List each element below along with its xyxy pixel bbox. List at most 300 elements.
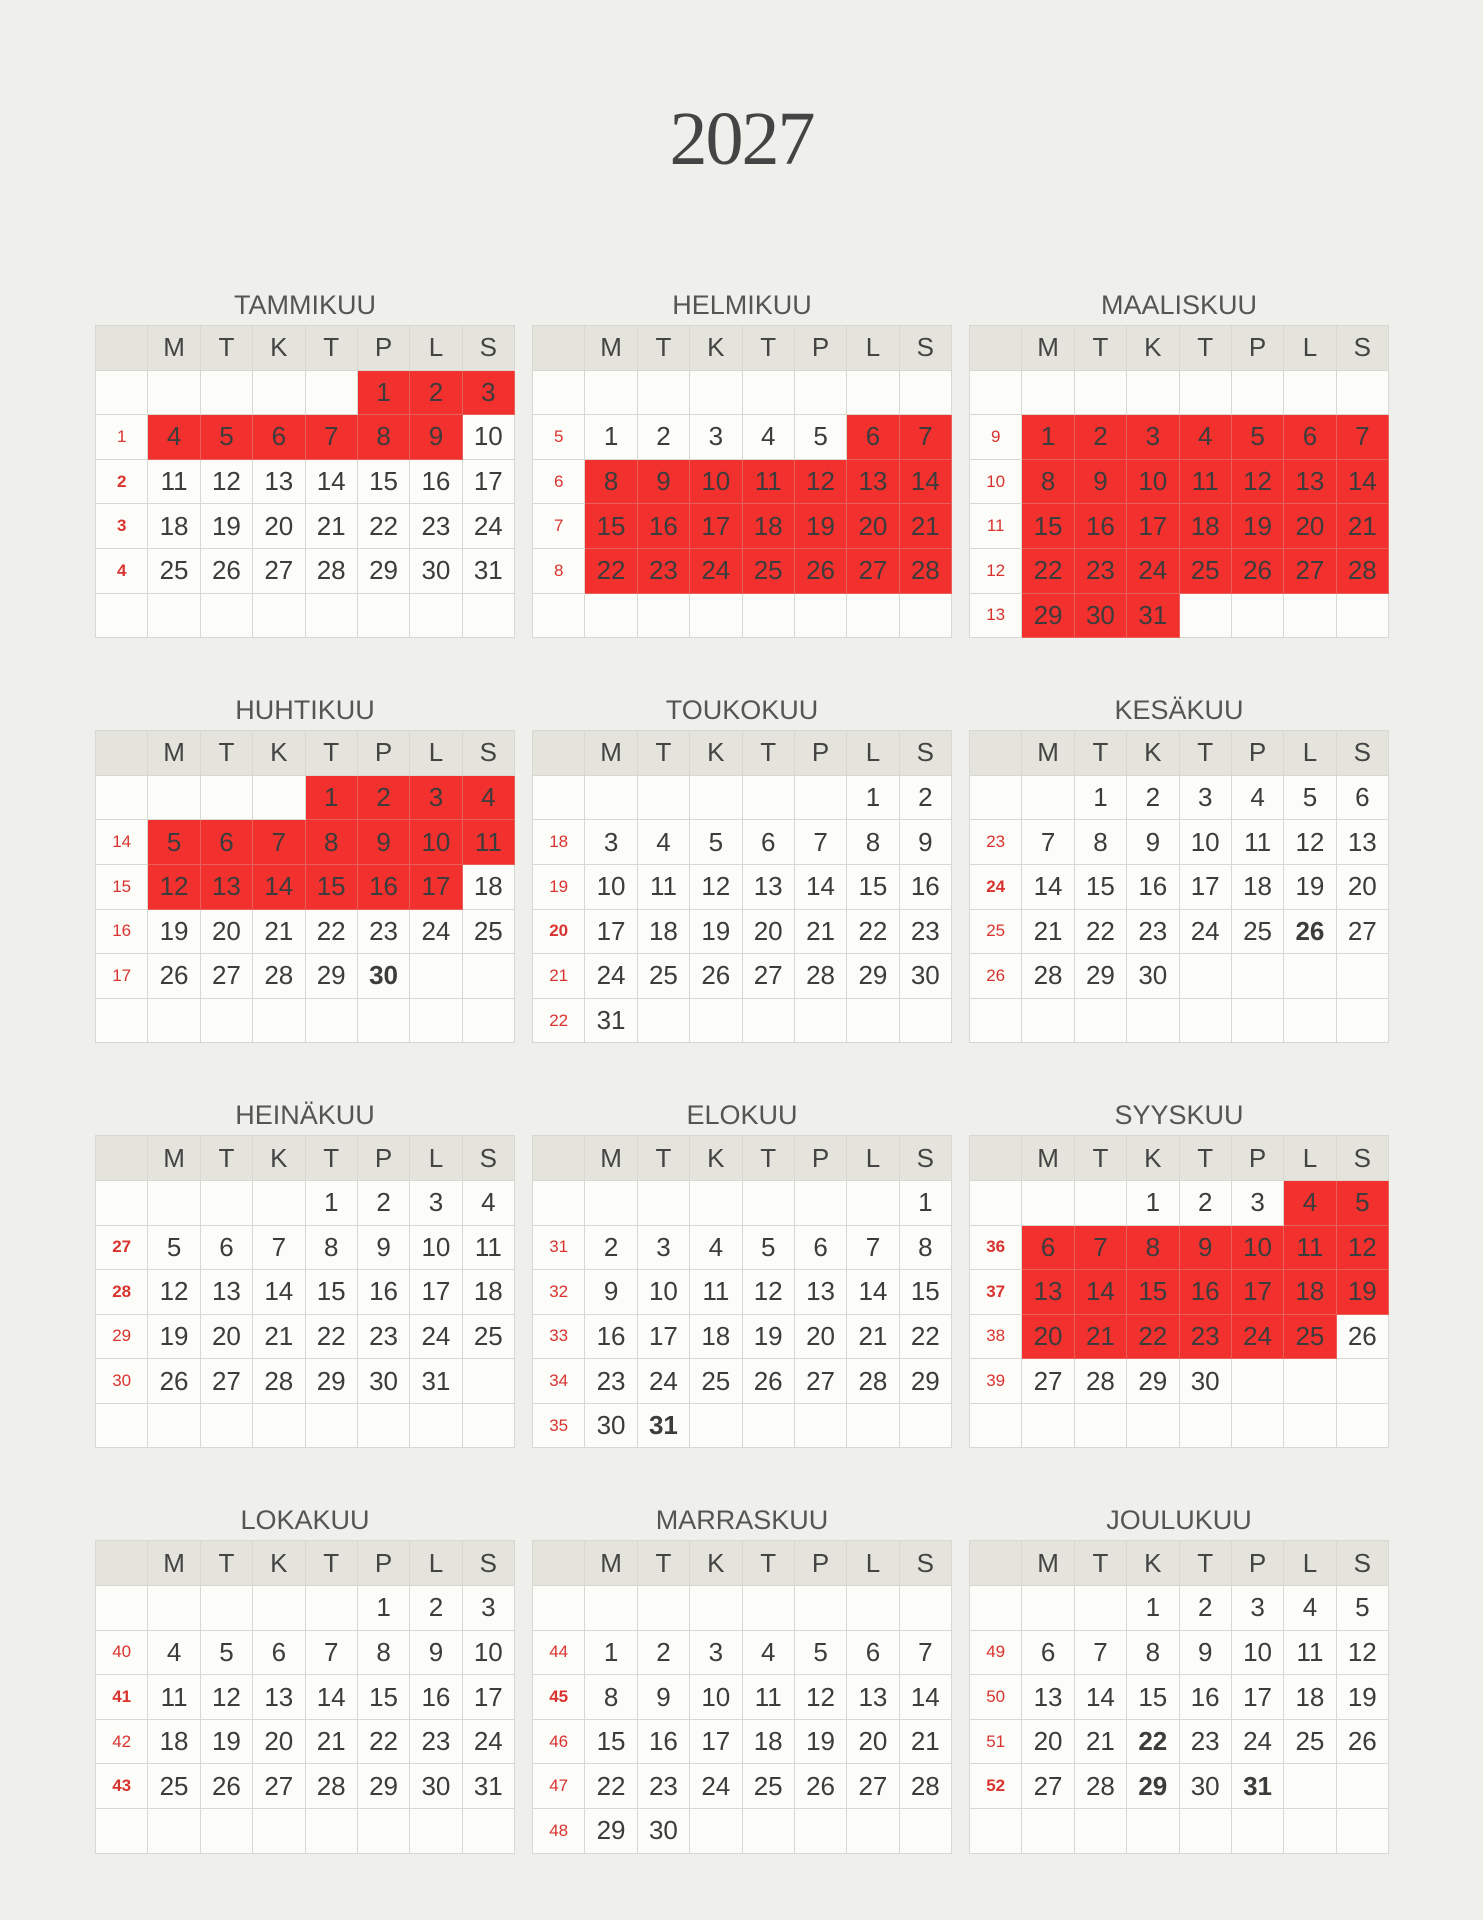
day-cell[interactable]: 20: [1284, 504, 1336, 549]
day-cell[interactable]: 17: [1231, 1270, 1283, 1315]
day-cell[interactable]: 3: [1231, 1180, 1283, 1225]
day-cell[interactable]: 13: [742, 864, 794, 909]
day-cell[interactable]: 2: [1127, 775, 1179, 820]
day-cell[interactable]: 27: [200, 1359, 252, 1404]
day-cell[interactable]: 13: [1336, 820, 1388, 865]
day-cell[interactable]: 15: [1022, 504, 1074, 549]
day-cell[interactable]: 5: [1336, 1586, 1388, 1631]
day-cell[interactable]: 30: [357, 1359, 409, 1404]
day-cell[interactable]: 1: [1022, 415, 1074, 460]
day-cell[interactable]: 8: [585, 1675, 637, 1720]
day-cell[interactable]: 18: [1284, 1675, 1336, 1720]
day-cell[interactable]: 21: [847, 1314, 899, 1359]
day-cell[interactable]: 29: [1127, 1359, 1179, 1404]
day-cell[interactable]: 10: [1127, 459, 1179, 504]
day-cell[interactable]: 21: [253, 909, 305, 954]
day-cell[interactable]: 6: [794, 1225, 846, 1270]
day-cell[interactable]: 16: [1179, 1270, 1231, 1315]
day-cell[interactable]: 1: [585, 415, 637, 460]
day-cell[interactable]: 14: [1336, 459, 1388, 504]
day-cell[interactable]: 13: [794, 1270, 846, 1315]
day-cell[interactable]: 24: [637, 1359, 689, 1404]
day-cell[interactable]: 26: [1231, 548, 1283, 593]
day-cell[interactable]: 31: [1127, 593, 1179, 638]
day-cell[interactable]: 23: [1179, 1719, 1231, 1764]
day-cell[interactable]: 29: [585, 1809, 637, 1854]
day-cell[interactable]: 27: [847, 1764, 899, 1809]
day-cell[interactable]: 24: [585, 954, 637, 999]
day-cell[interactable]: 3: [1231, 1586, 1283, 1631]
day-cell[interactable]: 9: [585, 1270, 637, 1315]
day-cell[interactable]: 13: [200, 1270, 252, 1315]
day-cell[interactable]: 12: [148, 864, 200, 909]
day-cell[interactable]: 30: [357, 954, 409, 999]
day-cell[interactable]: 10: [1231, 1630, 1283, 1675]
day-cell[interactable]: 9: [1179, 1630, 1231, 1675]
day-cell[interactable]: 7: [253, 820, 305, 865]
day-cell[interactable]: 25: [690, 1359, 742, 1404]
day-cell[interactable]: 12: [794, 459, 846, 504]
day-cell[interactable]: 21: [1336, 504, 1388, 549]
day-cell[interactable]: 22: [305, 909, 357, 954]
day-cell[interactable]: 24: [410, 909, 462, 954]
day-cell[interactable]: 20: [1336, 864, 1388, 909]
day-cell[interactable]: 14: [847, 1270, 899, 1315]
day-cell[interactable]: 6: [1022, 1225, 1074, 1270]
day-cell[interactable]: 26: [690, 954, 742, 999]
day-cell[interactable]: 10: [637, 1270, 689, 1315]
day-cell[interactable]: 30: [1127, 954, 1179, 999]
day-cell[interactable]: 10: [462, 415, 514, 460]
day-cell[interactable]: 29: [847, 954, 899, 999]
day-cell[interactable]: 27: [1022, 1359, 1074, 1404]
day-cell[interactable]: 25: [1179, 548, 1231, 593]
day-cell[interactable]: 26: [742, 1359, 794, 1404]
day-cell[interactable]: 24: [690, 548, 742, 593]
day-cell[interactable]: 16: [1127, 864, 1179, 909]
day-cell[interactable]: 25: [1231, 909, 1283, 954]
day-cell[interactable]: 17: [690, 1719, 742, 1764]
day-cell[interactable]: 3: [690, 1630, 742, 1675]
day-cell[interactable]: 12: [1284, 820, 1336, 865]
day-cell[interactable]: 23: [585, 1359, 637, 1404]
day-cell[interactable]: 7: [899, 1630, 951, 1675]
day-cell[interactable]: 22: [899, 1314, 951, 1359]
day-cell[interactable]: 25: [148, 548, 200, 593]
day-cell[interactable]: 6: [742, 820, 794, 865]
day-cell[interactable]: 1: [305, 775, 357, 820]
day-cell[interactable]: 13: [1284, 459, 1336, 504]
day-cell[interactable]: 8: [1074, 820, 1126, 865]
day-cell[interactable]: 28: [899, 548, 951, 593]
day-cell[interactable]: 28: [253, 954, 305, 999]
day-cell[interactable]: 24: [462, 504, 514, 549]
day-cell[interactable]: 14: [305, 1675, 357, 1720]
day-cell[interactable]: 16: [357, 864, 409, 909]
day-cell[interactable]: 1: [357, 1586, 409, 1631]
day-cell[interactable]: 14: [1022, 864, 1074, 909]
day-cell[interactable]: 24: [1179, 909, 1231, 954]
day-cell[interactable]: 20: [1022, 1314, 1074, 1359]
day-cell[interactable]: 20: [794, 1314, 846, 1359]
day-cell[interactable]: 18: [148, 1719, 200, 1764]
day-cell[interactable]: 3: [462, 370, 514, 415]
day-cell[interactable]: 11: [690, 1270, 742, 1315]
day-cell[interactable]: 13: [847, 459, 899, 504]
day-cell[interactable]: 1: [357, 370, 409, 415]
day-cell[interactable]: 23: [410, 504, 462, 549]
day-cell[interactable]: 29: [899, 1359, 951, 1404]
day-cell[interactable]: 11: [148, 1675, 200, 1720]
day-cell[interactable]: 7: [305, 415, 357, 460]
day-cell[interactable]: 2: [1074, 415, 1126, 460]
day-cell[interactable]: 22: [357, 504, 409, 549]
day-cell[interactable]: 8: [357, 1630, 409, 1675]
day-cell[interactable]: 29: [305, 954, 357, 999]
day-cell[interactable]: 16: [410, 459, 462, 504]
day-cell[interactable]: 19: [200, 504, 252, 549]
day-cell[interactable]: 18: [1231, 864, 1283, 909]
day-cell[interactable]: 12: [1336, 1225, 1388, 1270]
day-cell[interactable]: 2: [585, 1225, 637, 1270]
day-cell[interactable]: 4: [637, 820, 689, 865]
day-cell[interactable]: 20: [253, 504, 305, 549]
day-cell[interactable]: 8: [1127, 1225, 1179, 1270]
day-cell[interactable]: 9: [637, 459, 689, 504]
day-cell[interactable]: 3: [410, 775, 462, 820]
day-cell[interactable]: 4: [1179, 415, 1231, 460]
day-cell[interactable]: 7: [1336, 415, 1388, 460]
day-cell[interactable]: 17: [1231, 1675, 1283, 1720]
day-cell[interactable]: 2: [637, 1630, 689, 1675]
day-cell[interactable]: 20: [847, 1719, 899, 1764]
day-cell[interactable]: 7: [847, 1225, 899, 1270]
day-cell[interactable]: 27: [253, 1764, 305, 1809]
day-cell[interactable]: 28: [305, 548, 357, 593]
day-cell[interactable]: 8: [847, 820, 899, 865]
day-cell[interactable]: 18: [148, 504, 200, 549]
day-cell[interactable]: 9: [1127, 820, 1179, 865]
day-cell[interactable]: 4: [462, 775, 514, 820]
day-cell[interactable]: 10: [690, 1675, 742, 1720]
day-cell[interactable]: 12: [148, 1270, 200, 1315]
day-cell[interactable]: 18: [1284, 1270, 1336, 1315]
day-cell[interactable]: 1: [1127, 1180, 1179, 1225]
day-cell[interactable]: 25: [462, 909, 514, 954]
day-cell[interactable]: 22: [1127, 1314, 1179, 1359]
day-cell[interactable]: 29: [357, 1764, 409, 1809]
day-cell[interactable]: 11: [148, 459, 200, 504]
day-cell[interactable]: 27: [1284, 548, 1336, 593]
day-cell[interactable]: 15: [1127, 1675, 1179, 1720]
day-cell[interactable]: 29: [305, 1359, 357, 1404]
day-cell[interactable]: 15: [357, 1675, 409, 1720]
day-cell[interactable]: 16: [585, 1314, 637, 1359]
day-cell[interactable]: 18: [462, 1270, 514, 1315]
day-cell[interactable]: 9: [1074, 459, 1126, 504]
day-cell[interactable]: 24: [462, 1719, 514, 1764]
day-cell[interactable]: 26: [1336, 1314, 1388, 1359]
day-cell[interactable]: 27: [794, 1359, 846, 1404]
day-cell[interactable]: 13: [1022, 1675, 1074, 1720]
day-cell[interactable]: 16: [410, 1675, 462, 1720]
day-cell[interactable]: 26: [794, 1764, 846, 1809]
day-cell[interactable]: 27: [847, 548, 899, 593]
day-cell[interactable]: 12: [1336, 1630, 1388, 1675]
day-cell[interactable]: 10: [410, 1225, 462, 1270]
day-cell[interactable]: 17: [462, 1675, 514, 1720]
day-cell[interactable]: 16: [1074, 504, 1126, 549]
day-cell[interactable]: 31: [637, 1403, 689, 1448]
day-cell[interactable]: 2: [357, 775, 409, 820]
day-cell[interactable]: 4: [1284, 1180, 1336, 1225]
day-cell[interactable]: 31: [1231, 1764, 1283, 1809]
day-cell[interactable]: 6: [847, 415, 899, 460]
day-cell[interactable]: 18: [462, 864, 514, 909]
day-cell[interactable]: 17: [1127, 504, 1179, 549]
day-cell[interactable]: 7: [794, 820, 846, 865]
day-cell[interactable]: 15: [1127, 1270, 1179, 1315]
day-cell[interactable]: 25: [1284, 1719, 1336, 1764]
day-cell[interactable]: 5: [200, 1630, 252, 1675]
day-cell[interactable]: 5: [200, 415, 252, 460]
day-cell[interactable]: 15: [847, 864, 899, 909]
day-cell[interactable]: 6: [1336, 775, 1388, 820]
day-cell[interactable]: 26: [200, 1764, 252, 1809]
day-cell[interactable]: 23: [357, 909, 409, 954]
day-cell[interactable]: 21: [1074, 1314, 1126, 1359]
day-cell[interactable]: 2: [1179, 1586, 1231, 1631]
day-cell[interactable]: 22: [585, 1764, 637, 1809]
day-cell[interactable]: 7: [253, 1225, 305, 1270]
day-cell[interactable]: 11: [1284, 1630, 1336, 1675]
day-cell[interactable]: 11: [1284, 1225, 1336, 1270]
day-cell[interactable]: 15: [585, 504, 637, 549]
day-cell[interactable]: 5: [794, 1630, 846, 1675]
day-cell[interactable]: 31: [462, 548, 514, 593]
day-cell[interactable]: 13: [200, 864, 252, 909]
day-cell[interactable]: 9: [899, 820, 951, 865]
day-cell[interactable]: 12: [1231, 459, 1283, 504]
day-cell[interactable]: 17: [410, 864, 462, 909]
day-cell[interactable]: 30: [410, 548, 462, 593]
day-cell[interactable]: 19: [690, 909, 742, 954]
day-cell[interactable]: 3: [1127, 415, 1179, 460]
day-cell[interactable]: 13: [253, 1675, 305, 1720]
day-cell[interactable]: 30: [899, 954, 951, 999]
day-cell[interactable]: 4: [462, 1180, 514, 1225]
day-cell[interactable]: 6: [200, 820, 252, 865]
day-cell[interactable]: 15: [899, 1270, 951, 1315]
day-cell[interactable]: 4: [1231, 775, 1283, 820]
day-cell[interactable]: 24: [1231, 1719, 1283, 1764]
day-cell[interactable]: 7: [1074, 1225, 1126, 1270]
day-cell[interactable]: 21: [899, 1719, 951, 1764]
day-cell[interactable]: 9: [637, 1675, 689, 1720]
day-cell[interactable]: 14: [1074, 1675, 1126, 1720]
day-cell[interactable]: 9: [357, 820, 409, 865]
day-cell[interactable]: 1: [899, 1180, 951, 1225]
day-cell[interactable]: 11: [1179, 459, 1231, 504]
day-cell[interactable]: 14: [305, 459, 357, 504]
day-cell[interactable]: 25: [742, 548, 794, 593]
day-cell[interactable]: 8: [1022, 459, 1074, 504]
day-cell[interactable]: 21: [899, 504, 951, 549]
day-cell[interactable]: 23: [1074, 548, 1126, 593]
day-cell[interactable]: 11: [1231, 820, 1283, 865]
day-cell[interactable]: 27: [200, 954, 252, 999]
day-cell[interactable]: 24: [690, 1764, 742, 1809]
day-cell[interactable]: 1: [1074, 775, 1126, 820]
day-cell[interactable]: 28: [794, 954, 846, 999]
day-cell[interactable]: 19: [200, 1719, 252, 1764]
day-cell[interactable]: 11: [637, 864, 689, 909]
day-cell[interactable]: 12: [794, 1675, 846, 1720]
day-cell[interactable]: 20: [742, 909, 794, 954]
day-cell[interactable]: 27: [1336, 909, 1388, 954]
day-cell[interactable]: 5: [1284, 775, 1336, 820]
day-cell[interactable]: 22: [1074, 909, 1126, 954]
day-cell[interactable]: 23: [899, 909, 951, 954]
day-cell[interactable]: 30: [1074, 593, 1126, 638]
day-cell[interactable]: 23: [1127, 909, 1179, 954]
day-cell[interactable]: 8: [585, 459, 637, 504]
day-cell[interactable]: 6: [1284, 415, 1336, 460]
day-cell[interactable]: 20: [253, 1719, 305, 1764]
day-cell[interactable]: 6: [253, 415, 305, 460]
day-cell[interactable]: 10: [585, 864, 637, 909]
day-cell[interactable]: 17: [410, 1270, 462, 1315]
day-cell[interactable]: 15: [357, 459, 409, 504]
day-cell[interactable]: 3: [690, 415, 742, 460]
day-cell[interactable]: 3: [1179, 775, 1231, 820]
day-cell[interactable]: 7: [899, 415, 951, 460]
day-cell[interactable]: 9: [410, 1630, 462, 1675]
day-cell[interactable]: 9: [357, 1225, 409, 1270]
day-cell[interactable]: 4: [742, 415, 794, 460]
day-cell[interactable]: 4: [148, 1630, 200, 1675]
day-cell[interactable]: 7: [1074, 1630, 1126, 1675]
day-cell[interactable]: 29: [1074, 954, 1126, 999]
day-cell[interactable]: 5: [1336, 1180, 1388, 1225]
day-cell[interactable]: 27: [742, 954, 794, 999]
day-cell[interactable]: 19: [794, 504, 846, 549]
day-cell[interactable]: 19: [148, 909, 200, 954]
day-cell[interactable]: 20: [847, 504, 899, 549]
day-cell[interactable]: 22: [1022, 548, 1074, 593]
day-cell[interactable]: 12: [690, 864, 742, 909]
day-cell[interactable]: 19: [1336, 1270, 1388, 1315]
day-cell[interactable]: 8: [1127, 1630, 1179, 1675]
day-cell[interactable]: 9: [1179, 1225, 1231, 1270]
day-cell[interactable]: 10: [1231, 1225, 1283, 1270]
day-cell[interactable]: 22: [305, 1314, 357, 1359]
day-cell[interactable]: 14: [253, 1270, 305, 1315]
day-cell[interactable]: 16: [899, 864, 951, 909]
day-cell[interactable]: 17: [690, 504, 742, 549]
day-cell[interactable]: 14: [253, 864, 305, 909]
day-cell[interactable]: 27: [1022, 1764, 1074, 1809]
day-cell[interactable]: 6: [847, 1630, 899, 1675]
day-cell[interactable]: 7: [1022, 820, 1074, 865]
day-cell[interactable]: 19: [1336, 1675, 1388, 1720]
day-cell[interactable]: 28: [847, 1359, 899, 1404]
day-cell[interactable]: 15: [585, 1719, 637, 1764]
day-cell[interactable]: 18: [637, 909, 689, 954]
day-cell[interactable]: 6: [200, 1225, 252, 1270]
day-cell[interactable]: 27: [253, 548, 305, 593]
day-cell[interactable]: 21: [305, 504, 357, 549]
day-cell[interactable]: 3: [585, 820, 637, 865]
day-cell[interactable]: 25: [637, 954, 689, 999]
day-cell[interactable]: 6: [253, 1630, 305, 1675]
day-cell[interactable]: 23: [637, 1764, 689, 1809]
day-cell[interactable]: 2: [899, 775, 951, 820]
day-cell[interactable]: 28: [1074, 1764, 1126, 1809]
day-cell[interactable]: 22: [847, 909, 899, 954]
day-cell[interactable]: 16: [637, 1719, 689, 1764]
day-cell[interactable]: 1: [305, 1180, 357, 1225]
day-cell[interactable]: 8: [305, 1225, 357, 1270]
day-cell[interactable]: 2: [410, 1586, 462, 1631]
day-cell[interactable]: 2: [410, 370, 462, 415]
day-cell[interactable]: 28: [1336, 548, 1388, 593]
day-cell[interactable]: 4: [690, 1225, 742, 1270]
day-cell[interactable]: 4: [742, 1630, 794, 1675]
day-cell[interactable]: 15: [305, 864, 357, 909]
day-cell[interactable]: 30: [410, 1764, 462, 1809]
day-cell[interactable]: 3: [637, 1225, 689, 1270]
day-cell[interactable]: 24: [1231, 1314, 1283, 1359]
day-cell[interactable]: 30: [1179, 1764, 1231, 1809]
day-cell[interactable]: 1: [585, 1630, 637, 1675]
day-cell[interactable]: 23: [410, 1719, 462, 1764]
day-cell[interactable]: 10: [462, 1630, 514, 1675]
day-cell[interactable]: 25: [1284, 1314, 1336, 1359]
day-cell[interactable]: 26: [1336, 1719, 1388, 1764]
day-cell[interactable]: 14: [899, 459, 951, 504]
day-cell[interactable]: 12: [200, 1675, 252, 1720]
day-cell[interactable]: 8: [357, 415, 409, 460]
day-cell[interactable]: 8: [899, 1225, 951, 1270]
day-cell[interactable]: 30: [1179, 1359, 1231, 1404]
day-cell[interactable]: 15: [305, 1270, 357, 1315]
day-cell[interactable]: 14: [1074, 1270, 1126, 1315]
day-cell[interactable]: 18: [742, 1719, 794, 1764]
day-cell[interactable]: 21: [253, 1314, 305, 1359]
day-cell[interactable]: 19: [1284, 864, 1336, 909]
day-cell[interactable]: 20: [200, 1314, 252, 1359]
day-cell[interactable]: 31: [462, 1764, 514, 1809]
day-cell[interactable]: 18: [690, 1314, 742, 1359]
day-cell[interactable]: 5: [742, 1225, 794, 1270]
day-cell[interactable]: 5: [148, 820, 200, 865]
day-cell[interactable]: 26: [200, 548, 252, 593]
day-cell[interactable]: 9: [410, 415, 462, 460]
day-cell[interactable]: 11: [742, 459, 794, 504]
day-cell[interactable]: 29: [1127, 1764, 1179, 1809]
day-cell[interactable]: 28: [305, 1764, 357, 1809]
day-cell[interactable]: 22: [1127, 1719, 1179, 1764]
day-cell[interactable]: 17: [585, 909, 637, 954]
day-cell[interactable]: 28: [899, 1764, 951, 1809]
day-cell[interactable]: 7: [305, 1630, 357, 1675]
day-cell[interactable]: 21: [1022, 909, 1074, 954]
day-cell[interactable]: 3: [462, 1586, 514, 1631]
day-cell[interactable]: 28: [1022, 954, 1074, 999]
day-cell[interactable]: 16: [1179, 1675, 1231, 1720]
day-cell[interactable]: 30: [637, 1809, 689, 1854]
